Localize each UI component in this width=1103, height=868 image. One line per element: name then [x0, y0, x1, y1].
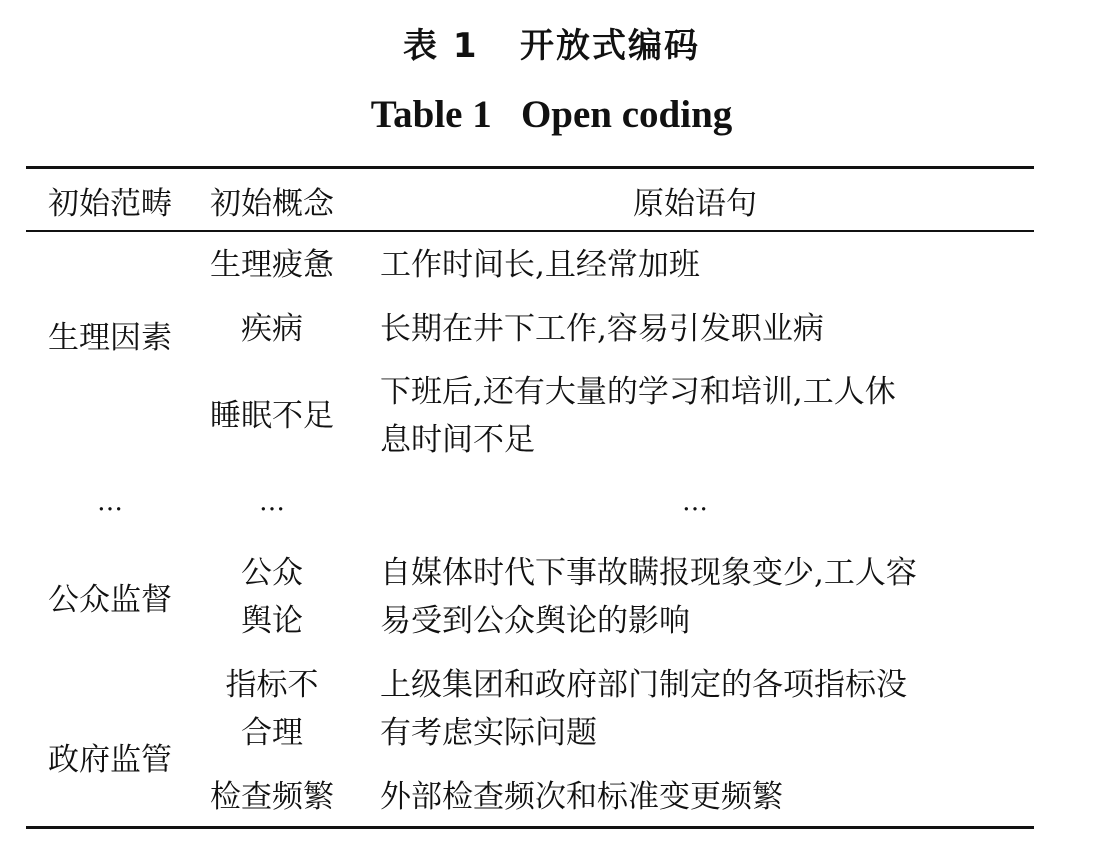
- statement-ellipsis: …: [682, 487, 708, 517]
- concept-disease: 疾病: [241, 311, 303, 347]
- category-ellipsis: …: [97, 487, 123, 517]
- table-bottom-rule: [26, 826, 1034, 829]
- category-government-regulation: 政府监管: [48, 742, 172, 778]
- statement-long-hours: 工作时间长,且经常加班: [380, 247, 700, 283]
- concept-sleep-deprivation: 睡眠不足: [210, 398, 334, 434]
- table-header-rule: [26, 230, 1034, 232]
- statement-media-line2: 易受到公众舆论的影响: [380, 603, 690, 639]
- category-public-supervision: 公众监督: [48, 582, 172, 618]
- table-top-rule: [26, 166, 1034, 169]
- category-physiological: 生理因素: [48, 320, 172, 356]
- header-initial-category: 初始范畴: [48, 186, 172, 222]
- statement-frequent-inspections: 外部检查频次和标准变更频繁: [380, 779, 783, 815]
- statement-insufficient-rest-line2: 息时间不足: [380, 422, 535, 458]
- concept-physical-fatigue: 生理疲惫: [210, 247, 334, 283]
- concept-ellipsis: …: [259, 487, 285, 517]
- table-title-chinese: 表 1 开放式编码: [402, 26, 700, 66]
- header-initial-concept: 初始概念: [210, 186, 334, 222]
- header-original-statement: 原始语句: [633, 186, 757, 222]
- table-title-english: Table 1 Open coding: [370, 93, 733, 136]
- concept-unreasonable-targets-line2: 合理: [241, 715, 303, 751]
- concept-public-opinion-line1: 公众: [241, 555, 303, 591]
- statement-insufficient-rest-line1: 下班后,还有大量的学习和培训,工人休: [380, 374, 896, 410]
- concept-frequent-inspections: 检查频繁: [210, 779, 334, 815]
- statement-targets-line1: 上级集团和政府部门制定的各项指标没: [380, 667, 907, 703]
- statement-targets-line2: 有考虑实际问题: [380, 715, 597, 751]
- concept-public-opinion-line2: 舆论: [241, 603, 303, 639]
- statement-media-line1: 自媒体时代下事故瞒报现象变少,工人容: [380, 555, 917, 591]
- statement-occupational-disease: 长期在井下工作,容易引发职业病: [380, 311, 824, 347]
- concept-unreasonable-targets-line1: 指标不: [225, 667, 319, 703]
